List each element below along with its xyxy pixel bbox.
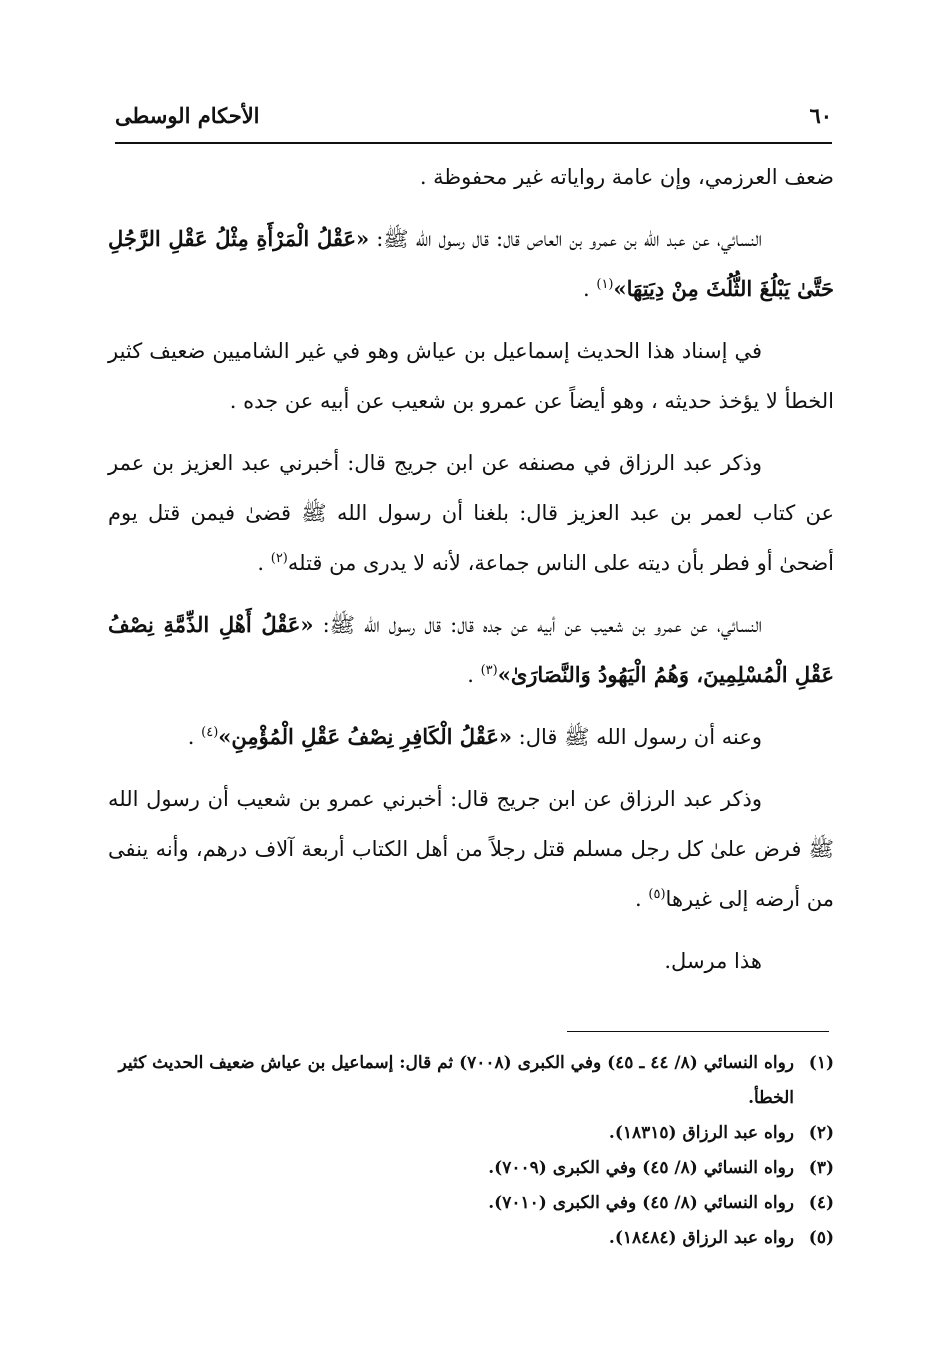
header-divider <box>115 142 832 144</box>
paragraph-text: في إسناد هذا الحديث إسماعيل بن عياش وهو في غير الشاميين ضعيف كثير الخطأ لا يؤخذ حديثه ، وهو أيضاً عن عمرو بن شعيب عن أبيه عن جده . <box>108 339 834 413</box>
paragraph: النسائي، عن عبد الله بن عمرو بن العاص قال: قال رسول الله ﷺ: «عَقْلُ الْمَرْأَةِ مِثْلُ عَقْلِ الرَّجُلِ حَتَّىٰ يَبْلُغَ الثُّلُثَ مِنْ دِيَتِهَا»$^{(١)}$ . <box>108 226 834 301</box>
paragraph <box>108 936 834 986</box>
footnote <box>108 1186 834 1221</box>
footnote-text: رواه النسائي (٨/ ٤٤ ـ ٤٥) وفي الكبرى (٧٠٠٨) ثم قال: إسماعيل بن عياش ضعيف الحديث كثير الخطأ. <box>118 1053 794 1108</box>
paragraph <box>108 326 834 426</box>
paragraph-text: ضعف العرزمي، وإن عامة رواياته غير محفوظة . <box>419 165 834 189</box>
paragraph-text: وذكر عبد الرزاق عن ابن جريج قال: أخبرني عمرو بن شعيب أن رسول الله ﷺ فرض علىٰ كل رجل مسلم قتل رجلاً من أهل الكتاب أربعة آلاف درهم، وأنه ينفى من أرضه إلى غيرها <box>108 787 834 911</box>
footnote-text: رواه عبد الرزاق (١٨٣١٥). <box>608 1123 794 1143</box>
footnote-number: (١) <box>808 1053 834 1073</box>
hadith-quote: «عَقْلُ الْكَافِرِ نِصْفُ عَقْلِ الْمُؤْمِنِ» <box>218 724 512 749</box>
page-header <box>115 96 832 134</box>
paragraph: وذكر عبد الرزاق عن ابن جريج قال: أخبرني عمرو بن شعيب أن رسول الله ﷺ فرض علىٰ كل رجل مسلم قتل رجلاً من أهل الكتاب أربعة آلاف درهم، وأنه ينفى من أرضه إلى غيرها$^{(٥)}$ . <box>108 787 834 911</box>
paragraph-text: هذا مرسل. <box>664 949 762 973</box>
footnote-text: رواه النسائي (٨/ ٤٥) وفي الكبرى (٧٠٠٩). <box>488 1158 794 1178</box>
footnote-ref[interactable]: (٥) <box>648 887 666 902</box>
footnote-divider <box>567 1031 829 1032</box>
paragraph: النسائي، عن عمرو بن شعيب عن أبيه عن جده قال: قال رسول الله ﷺ: «عَقْلُ أَهْلِ الذِّمَّةِ نِصْفُ عَقْلِ الْمُسْلِمِينَ، وَهُمُ الْيَهُودُ وَالنَّصَارَىٰ»$^{(٣)}$ . <box>108 612 834 687</box>
hadith-quote: «عَقْلُ الْمَرْأَةِ مِثْلُ عَقْلِ الرَّجُلِ حَتَّىٰ يَبْلُغَ الثُّلُثَ مِنْ دِيَتِهَا» <box>108 226 834 301</box>
main-text <box>108 152 834 998</box>
paragraph-text: وذكر عبد الرزاق في مصنفه عن ابن جريج قال: أخبرني عبد العزيز بن عمر عن كتاب لعمر بن عبد العزيز قال: بلغنا أن رسول الله ﷺ قضىٰ فيمن قتل يوم أضحىٰ أو فطر بأن ديته على الناس جماعة، لأنه لا يدرى من قتله <box>108 451 834 575</box>
paragraph-text: النسائي، عن عبد الله بن عمرو بن العاص قال: قال رسول الله ﷺ: <box>376 227 762 251</box>
hadith-quote: «عَقْلُ أَهْلِ الذِّمَّةِ نِصْفُ عَقْلِ الْمُسْلِمِينَ، وَهُمُ الْيَهُودُ وَالنَّصَارَىٰ» <box>108 612 834 687</box>
paragraph-text: وعنه أن رسول الله ﷺ قال: <box>518 725 762 749</box>
footnote-ref[interactable]: (٤) <box>201 725 219 740</box>
footnote-number: (٤) <box>808 1193 834 1213</box>
page-number: ٦٠ <box>809 102 832 128</box>
footnote-ref[interactable]: (٢) <box>270 551 288 566</box>
footnote-number: (٣) <box>808 1158 834 1178</box>
footnote-text: رواه النسائي (٨/ ٤٥) وفي الكبرى (٧٠١٠). <box>488 1193 794 1213</box>
footnote-ref[interactable]: (١) <box>596 277 614 292</box>
paragraph <box>108 152 834 202</box>
book-title: الأحكام الوسطى <box>115 102 260 128</box>
footnote-number: (٥) <box>808 1228 834 1248</box>
footnote <box>108 1046 834 1116</box>
footnote-text: رواه عبد الرزاق (١٨٤٨٤). <box>608 1228 794 1248</box>
footnote <box>108 1116 834 1151</box>
footnote-number: (٢) <box>808 1123 834 1143</box>
paragraph: وعنه أن رسول الله ﷺ قال: «عَقْلُ الْكَافِرِ نِصْفُ عَقْلِ الْمُؤْمِنِ»$^{(٤)}$ . <box>187 724 762 749</box>
paragraph-text: النسائي، عن عمرو بن شعيب عن أبيه عن جده قال: قال رسول الله ﷺ: <box>322 613 762 637</box>
footnote <box>108 1151 834 1186</box>
footnote <box>108 1221 834 1256</box>
footnotes <box>108 1046 834 1256</box>
footnote-ref[interactable]: (٣) <box>480 663 498 678</box>
paragraph: وذكر عبد الرزاق في مصنفه عن ابن جريج قال: أخبرني عبد العزيز بن عمر عن كتاب لعمر بن عبد العزيز قال: بلغنا أن رسول الله ﷺ قضىٰ فيمن قتل يوم أضحىٰ أو فطر بأن ديته على الناس جماعة، لأنه لا يدرى من قتله$^{(٢)}$ . <box>108 451 834 575</box>
